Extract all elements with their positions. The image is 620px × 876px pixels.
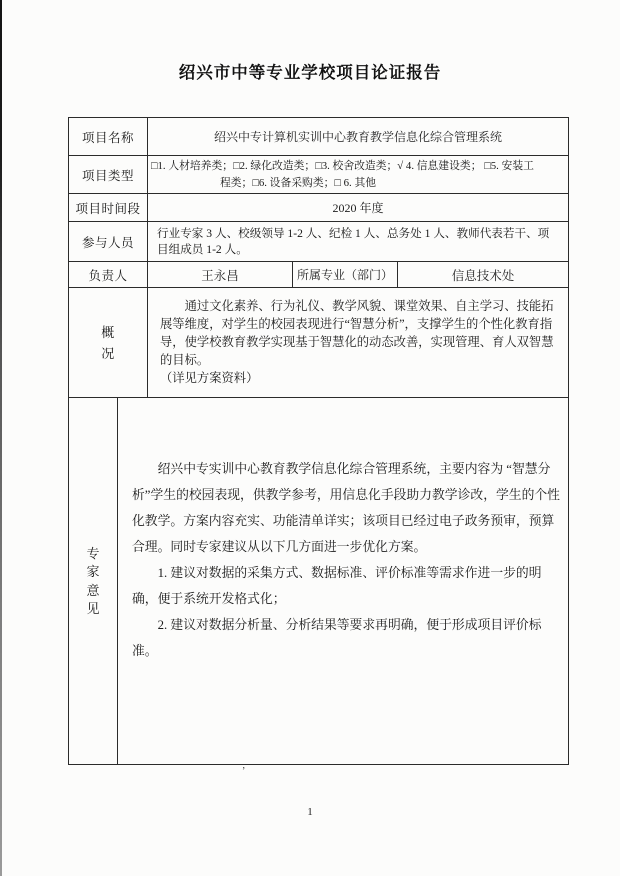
participants-value: 行业专家 3 人、校级领导 1-2 人、纪检 1 人、总务处 1 人、教师代表若干、项目组成员 1-2 人。 [157, 226, 550, 256]
row-overview [69, 288, 568, 398]
page-number: 1 [307, 806, 313, 818]
row-project-type [69, 156, 568, 194]
project-type-options [148, 156, 568, 193]
expert-opinion-content [118, 398, 568, 765]
project-name-value: 绍兴中专计算机实训中心教育教学信息化综合管理系统 [213, 130, 502, 144]
project-period-value: 2020 年度 [332, 201, 384, 215]
overview-note: （详见方案资料） [160, 371, 259, 385]
expert-opinion-label [69, 398, 118, 765]
stray-pen-mark: ’ [242, 766, 246, 777]
form-table [68, 117, 569, 765]
row-participants [69, 222, 568, 262]
row-project-name [69, 118, 568, 156]
expert-opinion-label-text: 专家意见 [86, 545, 100, 616]
project-period-label: 项目时间段 [69, 194, 148, 221]
expert-opinion-item-1: 1. 建议对数据的采集方式、数据标准、评价标准等需求作进一步的明确，便于系统开发格式化； [132, 566, 542, 606]
row-leader [69, 262, 568, 288]
expert-opinion-item-2: 2. 建议对数据分析量、分析结果等要求再明确，便于形成项目评价标准。 [132, 618, 542, 658]
overview-label-text: 概况 [101, 324, 115, 361]
expert-opinion-paragraph: 绍兴中专实训中心教育教学信息化综合管理系统，主要内容为 “智慧分析”学生的校园表现，供教学参考，用信息化手段助力教学诊改，学生的个性化教学。方案内容充实、功能清单详实；该项目已经过电子政务预审，预算合理。同时专家建议从以下几方面进一步优化方案。 [132, 462, 560, 554]
row-project-period [69, 194, 568, 222]
leader-name-value: 王永昌 [148, 262, 293, 287]
project-type-options-line2: 程类；□6. 设备采购类；□ 6. 其他 [219, 176, 377, 189]
overview-paragraph: 通过文化素养、行为礼仪、教学风貌、课堂效果、自主学习、技能拓展等维度，对学生的校园表现进行“智慧分析”，支撑学生的个性化教育指导，使学校教育教学实现基于智慧化的动态改善，实现管理、育人双智慧的目标。 [160, 299, 554, 367]
overview-label [69, 288, 148, 397]
project-name-label: 项目名称 [69, 118, 148, 155]
page-title: 绍兴市中等专业学校项目论证报告 [178, 63, 442, 82]
project-type-options-line1: □1. 人材培养类；□2. 绿化改造类；□3. 校舍改造类；√ 4. 信息建设类； □5. 安装工 [151, 159, 534, 172]
leader-department-value: 信息技术处 [451, 268, 515, 283]
project-type-label: 项目类型 [69, 156, 148, 193]
scan-edge-artifact [0, 0, 2, 876]
overview-content [148, 288, 568, 397]
participants-label: 参与人员 [69, 222, 148, 261]
leader-department-label: 所属专业（部门） [293, 262, 398, 287]
row-expert-opinion [69, 398, 568, 765]
leader-label: 负责人 [69, 262, 148, 287]
